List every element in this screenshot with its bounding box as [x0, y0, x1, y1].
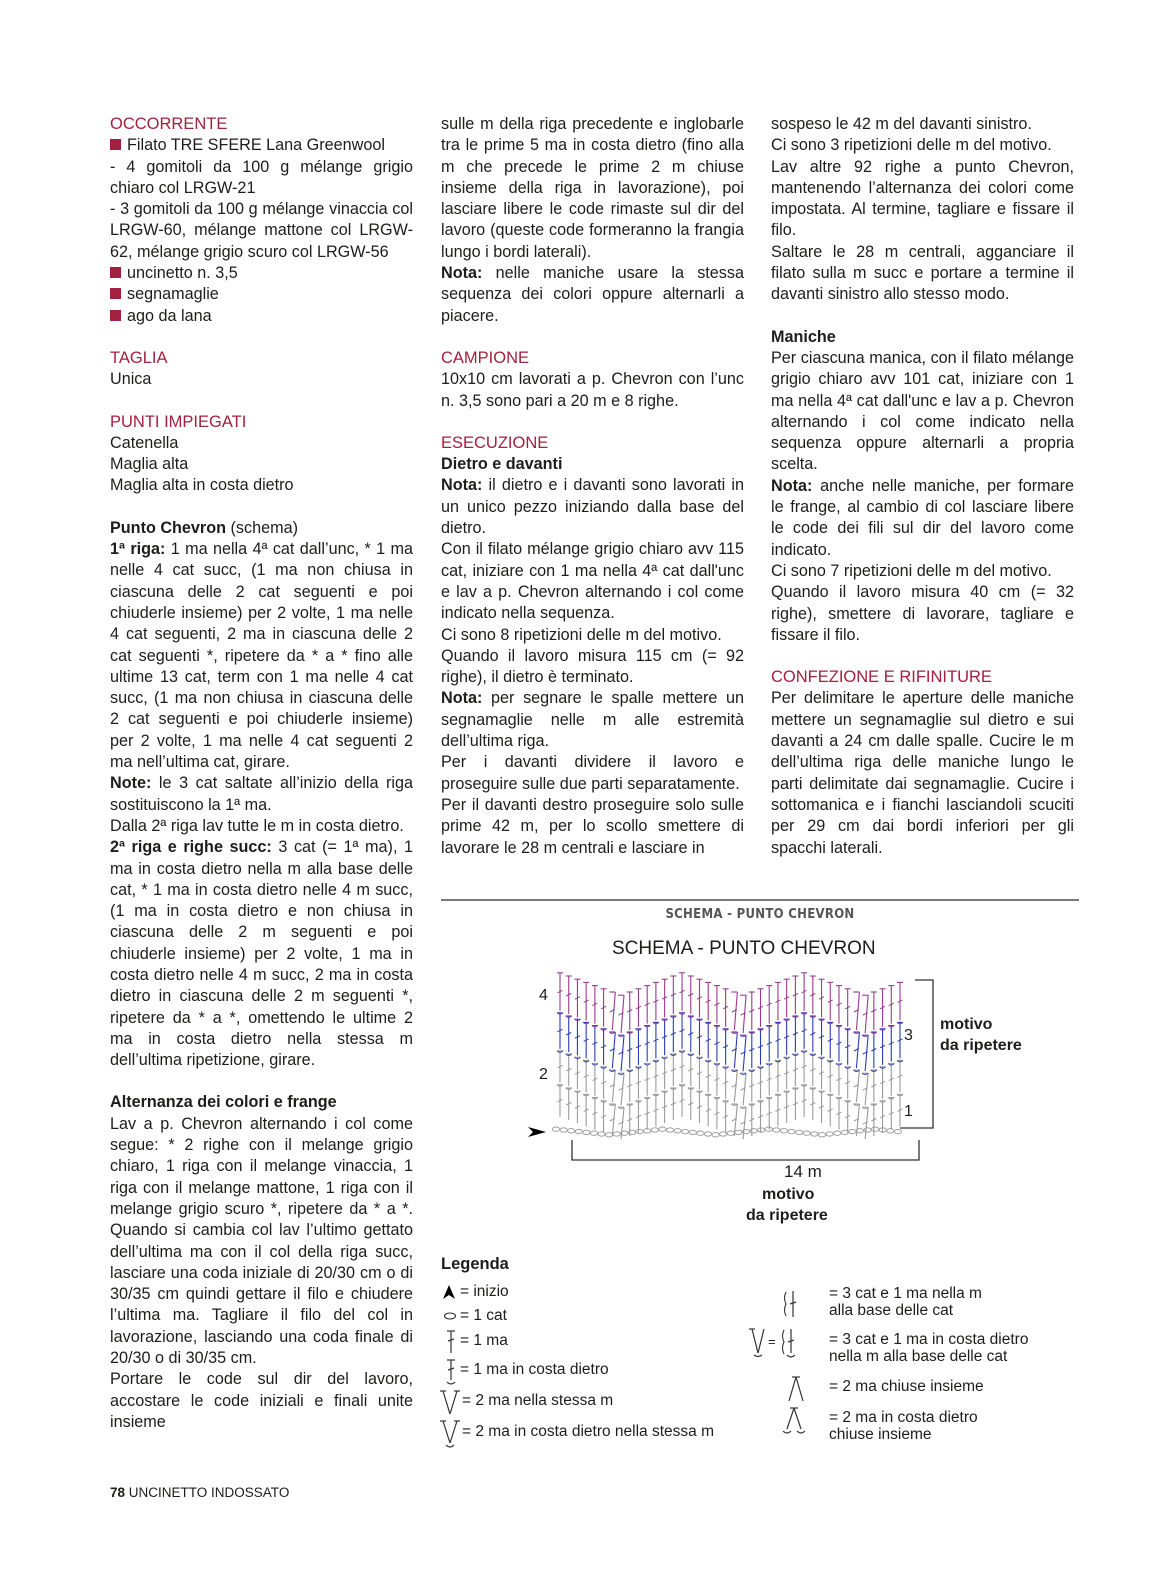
motivo-bottom-2: da ripetere [746, 1207, 828, 1224]
paragraph: Per ciascuna manica, con il filato mélange grigio chiaro avv 101 cat, iniziare con 1 ma nella 4ª cat dall'unc e lav a p. Chevron alternando i col come indicato nella sequenza oppure alternarli a propria scelta. [771, 348, 1074, 474]
alternanza-text: Lav a p. Chevron alternando i col come segue: * 2 righe con il melange grigio chiaro, 1 riga con il melange vinaccia, 1 riga con il melange mattone, 1 riga con il melange grigio scuro *, ripetere da * a *. Quando si cambia col lav l’ultimo gettato dell’ultima ma con il col della riga succ, lasciare una coda iniziale di 20/30 cm o di 30/35 cm quindi gettare il filo e chiudere l’ultima ma. Tagliare il filo del col in lavorazione, lasciando una coda finale di 20/30 o di 30/35 cm. [110, 1114, 413, 1368]
nota-dietro: Nota: il dietro e i davanti sono lavorati in un unico pezzo iniziando dalla base del dietro. [441, 476, 744, 538]
materials-item: - 4 gomitoli da 100 g mélange grigio chiaro col LRGW-21 [110, 157, 413, 197]
alternanza-heading: Alternanza dei colori e frange [110, 1093, 337, 1112]
legend-2ma-chiuse: = 2 ma chiuse insieme [829, 1378, 984, 1395]
paragraph: Lav altre 92 righe a punto Chevron, mantenendo l’alternanza dei colori come impostata. Al termine, tagliare e fissare il filo. [771, 157, 1074, 240]
row-label-4: 4 [539, 987, 548, 1004]
paragraph: Quando il lavoro misura 115 cm (= 92 righe), il dietro è terminato. [441, 646, 744, 687]
page-footer [110, 1485, 289, 1500]
section-heading-taglia: TAGLIA [110, 348, 168, 367]
legend-2ma-costa-stessa: = 2 ma in costa dietro nella stessa m [462, 1423, 714, 1440]
paragraph: Ci sono 8 ripetizioni delle m del motivo. [441, 625, 722, 644]
dc-back-loop-variant-icon [749, 1326, 767, 1358]
note-paragraph: Note: le 3 cat saltate all’inizio della riga sostituiscono la 1ª ma. [110, 774, 413, 814]
legend-inizio: = inizio [460, 1283, 509, 1300]
two-dc-same-stitch-icon [440, 1388, 460, 1418]
row-label-1: 1 [904, 1103, 913, 1120]
magazine-title: UNCINETTO INDOSSATO [128, 1485, 290, 1500]
legend-2ma-costa-chiuse: = 2 ma in costa dietro chiuse insieme [829, 1409, 978, 1443]
dalla-paragraph: Dalla 2ª riga lav tutte le m in costa dietro. [110, 816, 404, 835]
stitch-item: Maglia alta in costa dietro [110, 476, 294, 495]
section-heading-esecuzione: ESECUZIONE [441, 433, 549, 452]
dc2tog-back-loop-icon [782, 1405, 806, 1435]
continuation-text: sulle m della riga precedente e inglobarle tra le prime 5 ma in costa dietro (fino alla m che precede le prime 2 m chiuse insieme della riga in lavorazione), poi lasciare libere le code rimaste sul dir del lavoro (queste code formeranno la frangia lungo i bordi laterali). [441, 115, 744, 261]
two-dc-back-loop-same-stitch-icon [440, 1418, 460, 1450]
motivo-bottom-1: motivo [762, 1186, 815, 1203]
paragraph: Ci sono 3 ripetizioni delle m del motivo. [771, 136, 1052, 155]
row-label-2: 2 [539, 1066, 548, 1083]
schema-header: SCHEMA - PUNTO CHEVRON [665, 907, 855, 922]
chevron-heading: Punto Chevron (schema) [110, 518, 298, 537]
start-arrow-icon [528, 1127, 546, 1137]
legend-cat: = 1 cat [460, 1307, 507, 1324]
campione-text: 10x10 cm lavorati a p. Chevron con l’unc n. 3,5 sono pari a 20 m e 8 righe. [441, 370, 744, 410]
three-chain-one-dc-back-loop-icon [780, 1326, 796, 1360]
row1-instructions: 1ª riga: 1 ma nella 4ª cat dall’unc, * 1 ma nelle 4 cat succ, (1 ma non chiusa in ciascuna delle 2 cat seguenti e poi chiuderle insieme) per 2 volte, 1 ma nelle 4 cat seguenti, 2 ma in ciascuna delle 2 cat seguenti *, ripetere da * a * fino alle ultime 13 cat, term con 1 ma nelle 4 cat succ, (1 ma non chiusa in ciascuna delle 2 cat seguenti e poi chiuderle insieme) per 2 volte, 1 ma nelle 4 cat seguenti 2 ma nell’ultima cat, girare. [110, 540, 413, 772]
legend-3cat-1ma: = 3 cat e 1 ma nella m alla base delle cat [829, 1285, 982, 1319]
materials-item: uncinetto n. 3,5 [110, 263, 413, 284]
maniche-heading: Maniche [771, 327, 836, 346]
stitch-item: Catenella [110, 433, 179, 452]
paragraph: Con il filato mélange grigio chiaro avv 115 cat, iniziare con 1 ma nella 4ª cat dall'unc e lav a p. Chevron alternando i col come indicato nella sequenza. [441, 540, 744, 623]
bullet-square-icon [110, 267, 121, 278]
paragraph: Per delimitare le aperture delle maniche mettere un segnamaglie sul dietro e sui davanti a 24 cm dalle spalle. Cucire le m dell’ultima riga delle maniche lungo le parti delimitate dai segnamaglie. Cucire i sottomanica e i fianchi lasciandoli scuciti per 29 cm dai bordi inferiori per gli spacchi laterali. [771, 689, 1074, 857]
taglia-value: Unica [110, 370, 152, 389]
column-3 [771, 114, 1074, 859]
dc2tog-icon [786, 1374, 806, 1404]
three-chain-one-dc-icon [782, 1288, 798, 1320]
width-label: 14 m [784, 1162, 822, 1181]
paragraph: Saltare le 28 m centrali, agganciare il filato sulla m succ e portare a termine il davanti sinistro allo stesso modo. [771, 242, 1074, 304]
chevron-stitch-diagram [520, 968, 940, 1143]
repeat-bracket-bottom [570, 1138, 930, 1166]
chain-icon [443, 1311, 457, 1321]
legend-ma-costa: = 1 ma in costa dietro [460, 1361, 609, 1378]
portare-text: Portare le code sul dir del lavoro, accostare le code iniziali e finali unite insieme [110, 1370, 413, 1431]
schema-title: SCHEMA - PUNTO CHEVRON [612, 938, 876, 959]
column-1 [110, 114, 413, 1433]
section-heading-confezione: CONFEZIONE E RIFINITURE [771, 668, 992, 687]
paragraph: sospeso le 42 m del davanti sinistro. [771, 115, 1032, 133]
materials-item: Filato TRE SFERE Lana Greenwool [110, 135, 413, 156]
nota-spalle: Nota: per segnare le spalle mettere un segnamaglie nelle m alle estremità dell’ultima riga. [441, 689, 744, 751]
section-heading-occorrente: OCCORRENTE [110, 115, 228, 133]
legend-ma: = 1 ma [460, 1332, 508, 1349]
motivo-right-1: motivo [940, 1016, 993, 1033]
materials-item: ago da lana [110, 306, 413, 327]
paragraph: Per il davanti destro proseguire solo sulle prime 42 m, per lo scollo smettere di lavorare le 28 m centrali e lasciare in [441, 795, 744, 857]
legend-equals: = [768, 1334, 776, 1349]
materials-item: segnamaglie [110, 284, 413, 305]
stitch-marks [552, 973, 903, 1139]
bullet-square-icon [110, 139, 121, 150]
nota-maniche-frange: Nota: anche nelle maniche, per formare le frange, al cambio di col lasciare libere le code dei fili sul dir del lavoro come indicato. [771, 476, 1074, 559]
row2-instructions: 2ª riga e righe succ: 3 cat (= 1ª ma), 1 ma in costa dietro nella m alla base delle cat, * 1 ma in costa dietro nelle 4 m succ, (1 ma in costa dietro e non chiusa in ciascuna delle 2 m seguenti e poi chiuderle insieme) per 2 volte, 1 ma in costa dietro nelle 4 m succ, 2 ma in costa dietro in ciascuna delle 2 m seguenti *, ripetere da * a *, omettendo le ultime 2 ma in costa dietro nella stessa m dell’ultima ripetizione, girare. [110, 838, 414, 1070]
materials-item: - 3 gomitoli da 100 g mélange vinaccia col LRGW-60, mélange mattone col LRGW-62, mélange grigio scuro col LRGW-56 [110, 200, 413, 261]
schema-divider [441, 899, 1079, 901]
double-crochet-icon [445, 1329, 457, 1355]
section-heading-campione: CAMPIONE [441, 348, 530, 367]
paragraph: Ci sono 7 ripetizioni delle m del motivo. [771, 561, 1052, 580]
motivo-right-2: da ripetere [940, 1037, 1022, 1054]
section-heading-punti: PUNTI IMPIEGATI [110, 412, 247, 431]
paragraph: Quando il lavoro misura 40 cm (= 32 righe), smettere di lavorare, tagliare e fissare il filo. [771, 583, 1074, 644]
legend-3cat-1ma-costa: = 3 cat e 1 ma in costa dietro nella m alla base delle cat [829, 1331, 1029, 1365]
start-arrow-icon [442, 1284, 456, 1300]
row-label-3: 3 [904, 1027, 913, 1044]
dietro-heading: Dietro e davanti [441, 455, 563, 474]
legend-2ma-stessa: = 2 ma nella stessa m [462, 1392, 614, 1409]
page-number: 78 [110, 1485, 126, 1500]
nota-maniche: Nota: nelle maniche usare la stessa sequenza dei colori oppure alternarli a piacere. [441, 264, 744, 325]
bullet-square-icon [110, 288, 121, 299]
paragraph: Per i davanti dividere il lavoro e proseguire sulle due parti separatamente. [441, 753, 744, 793]
back-loop-double-crochet-icon [445, 1358, 457, 1386]
column-2 [441, 114, 744, 859]
stitch-item: Maglia alta [110, 455, 189, 474]
legend-title: Legenda [441, 1255, 509, 1273]
bullet-square-icon [110, 310, 121, 321]
